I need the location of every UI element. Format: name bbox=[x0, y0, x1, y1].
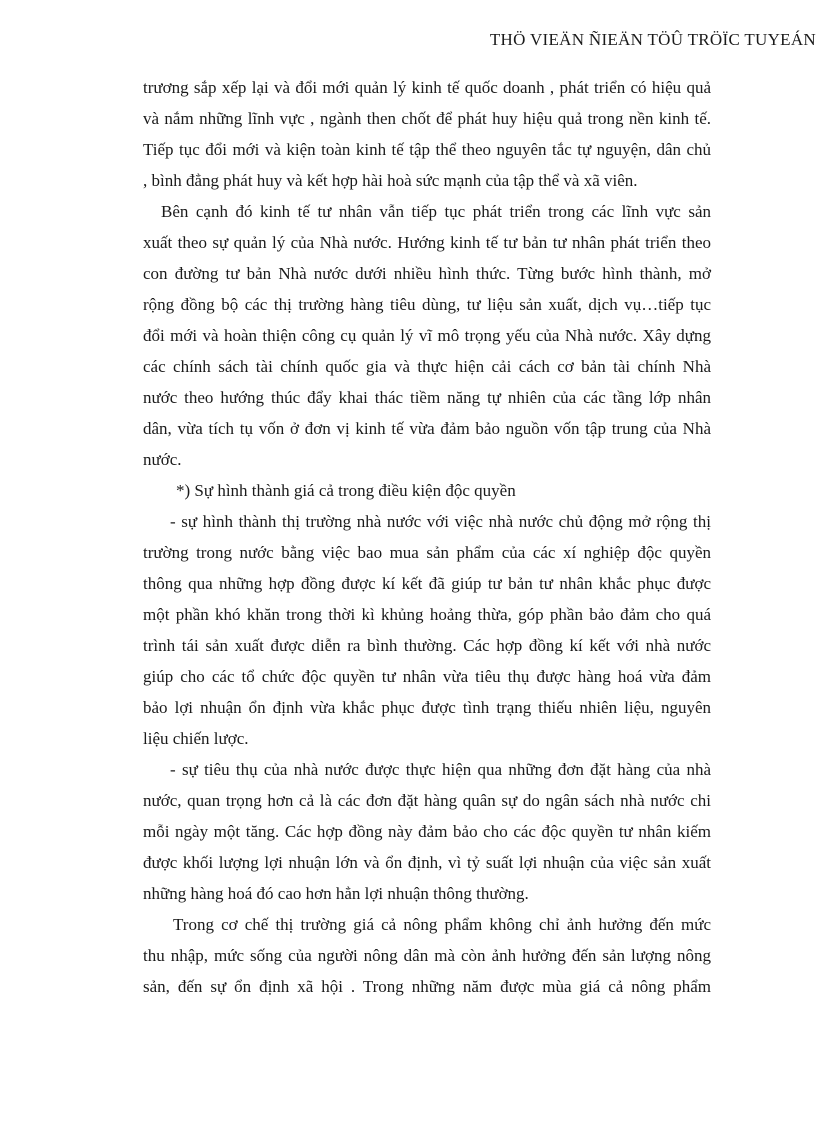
text-line: bảo lợi nhuận ổn định vừa khắc phục được tình trạng thiếu nhiên liệu, nguyên bbox=[143, 698, 711, 717]
text-line: liệu chiến lược. bbox=[143, 729, 249, 748]
text-line: đổi mới và hoàn thiện công cụ quản lý vĩ mô trọng yếu của Nhà nước. Xây dựng bbox=[143, 326, 711, 345]
paragraph-4 bbox=[143, 754, 711, 909]
text-line: rộng đồng bộ các thị trường hàng tiêu dùng, tư liệu sản xuất, dịch vụ…tiếp tục bbox=[143, 295, 711, 314]
text-line: nước theo hướng thúc đẩy khai thác tiềm năng tự nhiên của các tầng lớp nhân bbox=[143, 388, 711, 407]
section-heading: *) Sự hình thành giá cả trong điều kiện độc quyền bbox=[176, 481, 516, 500]
text-line: sản, đến sự ổn định xã hội . Trong những năm được mùa giá cả nông phẩm bbox=[143, 977, 711, 996]
text-line: thông qua những hợp đồng được kí kết đã giúp tư bản tư nhân khắc phục được bbox=[143, 574, 711, 593]
paragraph-1 bbox=[143, 72, 711, 196]
page-header-title: THÖ VIEÄN ÑIEÄN TÖÛ TRÖÏC TUYEÁN bbox=[489, 30, 816, 49]
text-line: và nắm những lĩnh vực , ngành then chốt để phát huy hiệu quả trong nền kinh tế. bbox=[143, 109, 711, 128]
text-line: giúp cho các tổ chức độc quyền tư nhân vừa tiêu thụ được hàng hoá vừa đảm bbox=[143, 667, 711, 686]
text-line: xuất theo sự quản lý của Nhà nước. Hướng kinh tế tư bản tư nhân phát triển theo bbox=[143, 233, 711, 252]
paragraph-2 bbox=[143, 196, 711, 475]
text-line: các chính sách tài chính quốc gia và thực hiện cải cách cơ bản tài chính Nhà bbox=[143, 357, 711, 376]
paragraph-5 bbox=[143, 909, 711, 1002]
section-heading-paragraph bbox=[143, 475, 711, 506]
text-line: dân, vừa tích tụ vốn ở đơn vị kinh tế vừa đảm bảo nguồn vốn tập trung của Nhà bbox=[143, 419, 711, 438]
text-line: thu nhập, mức sống của người nông dân mà còn ảnh hưởng đến sản lượng nông bbox=[143, 946, 711, 965]
text-line: Tiếp tục đổi mới và kiện toàn kinh tế tập thể theo nguyên tắc tự nguyện, dân chủ bbox=[143, 140, 711, 159]
text-line: nước. bbox=[143, 450, 182, 469]
text-line: - sự hình thành thị trường nhà nước với việc nhà nước chủ động mở rộng thị bbox=[170, 512, 711, 531]
text-line: , bình đẳng phát huy và kết hợp hài hoà sức mạnh của tập thể và xã viên. bbox=[143, 171, 638, 190]
text-line: - sự tiêu thụ của nhà nước được thực hiện qua những đơn đặt hàng của nhà bbox=[170, 760, 711, 779]
text-line: một phần khó khăn trong thời kì khủng hoảng thừa, góp phần bảo đảm cho quá bbox=[143, 605, 711, 624]
text-line: mỗi ngày một tăng. Các hợp đồng này đảm bảo cho các độc quyền tư nhân kiếm bbox=[143, 822, 711, 841]
text-line: nước, quan trọng hơn cả là các đơn đặt hàng quân sự do ngân sách nhà nước chi bbox=[143, 791, 711, 810]
text-line: trường trong nước bằng việc bao mua sản phẩm của các xí nghiệp độc quyền bbox=[143, 543, 711, 562]
text-line: những hàng hoá đó cao hơn hẳn lợi nhuận thông thường. bbox=[143, 884, 529, 903]
text-line: trình tái sản xuất được diễn ra bình thường. Các hợp đồng kí kết với nhà nước bbox=[143, 636, 711, 655]
text-line: con đường tư bản Nhà nước dưới nhiều hình thức. Từng bước hình thành, mở bbox=[143, 264, 711, 283]
text-line: Trong cơ chế thị trường giá cả nông phẩm không chỉ ảnh hưởng đến mức bbox=[173, 915, 711, 934]
text-line: được khối lượng lợi nhuận lớn và ổn định, vì tỷ suất lợi nhuận của việc sản xuất bbox=[143, 853, 711, 872]
text-line: Bên cạnh đó kinh tế tư nhân vẫn tiếp tục phát triển trong các lĩnh vực sản bbox=[161, 202, 711, 221]
text-line: trương sắp xếp lại và đổi mới quản lý kinh tế quốc doanh , phát triển có hiệu quả bbox=[143, 78, 711, 97]
document-body bbox=[143, 72, 711, 1002]
paragraph-3 bbox=[143, 506, 711, 754]
